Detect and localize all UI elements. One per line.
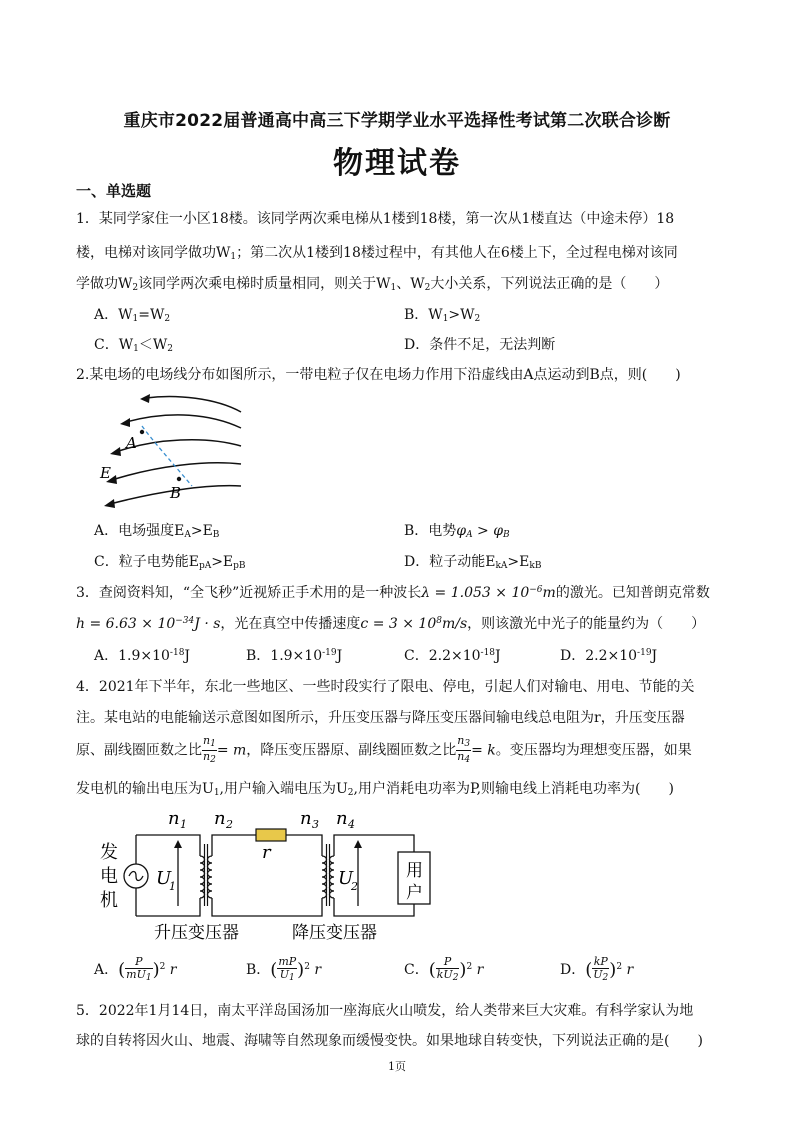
step-up-label: 升压变压器 xyxy=(154,923,239,943)
coil-n3 xyxy=(322,856,327,898)
svg-text:1: 1 xyxy=(169,880,176,893)
step-down-label: 降压变压器 xyxy=(292,923,377,943)
label-e: E xyxy=(100,464,111,482)
q4-line4: 发电机的输出电压为$U_1$,用户输入端电压为$U_2$,用户消耗电功率为P,则输电线上消耗电功率为( ) xyxy=(76,781,674,798)
point-b xyxy=(177,477,181,481)
q4-option-c: C．( $\frac{P}{kU_2}$ )$^2$ r xyxy=(404,955,484,983)
field-arrow-2 xyxy=(120,418,130,427)
q3-option-d: D．$2.2\times 10^{-19}J$ xyxy=(560,648,658,664)
label-r: r xyxy=(262,842,271,863)
resistor-r xyxy=(256,829,286,841)
field-arrow-5 xyxy=(104,499,115,508)
q2-option-a: A．电场强度$E_A>E_B$ xyxy=(94,523,220,540)
label-n1: n xyxy=(168,808,180,829)
q5-line1: 5．2022年1月14日，南太平洋岛国汤加一座海底火山喷发，给人类带来巨大灾难。有科学家认为地 xyxy=(76,1003,694,1019)
page-number: 1页 xyxy=(388,1060,406,1073)
exam-subject: 物理试卷 xyxy=(333,146,461,181)
q2-option-d: D．粒子动能$E_{kA}>E_{kB}$ xyxy=(404,554,542,571)
q4-option-a: A．( $\frac{P}{mU_1}$ )$^2$ r xyxy=(94,955,177,983)
label-n3: n xyxy=(300,808,312,829)
exam-title: 重庆市2022届普通高中高三下学期学业水平选择性考试第二次联合诊断 xyxy=(123,111,671,131)
q4-line3: 原、副线圈匝数之比 $\frac{n_1}{n_2}$ = m，降压变压器原、副线圈匝数之比 $\frac{n_3}{n_4}$ = k。变压器均为理想变压器，如果 xyxy=(76,734,692,765)
q4-option-b: B．( $\frac{mP}{U_1}$ )$^2$ r xyxy=(246,955,322,983)
q2-stem: 2.某电场的电场线分布如图所示，一带电粒子仅在电场力作用下沿虚线由A点运动到B点，则( ) xyxy=(76,367,681,383)
point-a xyxy=(140,430,144,434)
svg-text:1: 1 xyxy=(180,818,187,831)
q4-option-d: D．( $\frac{kP}{U_2}$ )$^2$ r xyxy=(560,955,634,983)
label-u1: U xyxy=(156,868,172,889)
user-label-1: 用 xyxy=(406,861,423,881)
label-u2: U xyxy=(338,868,354,889)
gen-label-2: 电 xyxy=(100,866,118,887)
q3-option-c: C．$2.2\times 10^{-18}J$ xyxy=(404,648,501,664)
user-label-2: 户 xyxy=(406,883,423,903)
section-heading: 一、单选题 xyxy=(76,182,152,200)
q2-option-c: C．粒子电势能$E_{pA}>E_{pB}$ xyxy=(94,554,246,571)
svg-text:2: 2 xyxy=(351,880,358,893)
coil-n2 xyxy=(208,856,213,898)
label-a: A xyxy=(126,434,137,452)
q3-option-b: B．$1.9\times 10^{-19}J$ xyxy=(246,648,343,664)
svg-text:4: 4 xyxy=(348,818,355,831)
svg-text:2: 2 xyxy=(226,818,233,831)
power-transmission-figure xyxy=(96,806,436,946)
field-arrow-1 xyxy=(140,394,150,403)
field-line-4 xyxy=(112,463,241,480)
q4-line2: 注。某电站的电能输送示意图如图所示，升压变压器与降压变压器间输电线总电阻为r，升压变压器 xyxy=(76,710,685,726)
field-arrow-3 xyxy=(110,447,121,456)
svg-text:3: 3 xyxy=(312,818,319,831)
label-n2: n xyxy=(214,808,226,829)
gen-label-1: 发 xyxy=(100,842,118,863)
field-line-2 xyxy=(126,415,241,428)
q5-line2: 球的自转将因火山、地震、海啸等自然现象而缓慢变快。如果地球自转变快，下列说法正确的是( ) xyxy=(76,1033,703,1049)
q1-option-c: C．$W_1<W_2$ xyxy=(94,337,173,354)
label-b: B xyxy=(170,484,182,502)
q3-line1: 3．查阅资料知，“全飞秒”近视矫正手术用的是一种波长$\lambda = 1.053 \times 10^{-6}m$的激光。已知普朗克常数 xyxy=(76,585,710,601)
coil-n4 xyxy=(330,856,335,898)
q1-line3: 学做功$W_2$该同学两次乘电梯时质量相同，则关于$W_1$、$W_2$大小关系，下列说法正确的是（ ） xyxy=(76,276,669,293)
coil-n1 xyxy=(200,856,205,898)
q1-option-d: D．条件不足，无法判断 xyxy=(404,337,556,353)
q3-line2: $h = 6.63 \times 10^{-34}J \cdot s$，光在真空中传播速度$c = 3 \times 10^8m/s$，则该激光中光子的能量约为（ ） xyxy=(76,616,706,632)
gen-label-3: 机 xyxy=(100,890,118,911)
q3-option-a: A．$1.9\times 10^{-18}J$ xyxy=(94,648,191,664)
q1-line1: 1．某同学家住一小区18楼。该同学两次乘电梯从1楼到18楼，第一次从1楼直达（中途未停）18 xyxy=(76,211,675,227)
particle-trajectory xyxy=(142,426,192,486)
q2-option-b: B．电势$\varphi_A > \varphi_B$ xyxy=(404,523,510,540)
label-n4: n xyxy=(336,808,348,829)
q1-line2: 楼，电梯对该同学做功$W_1$；第二次从1楼到18楼过程中，有其他人在6楼上下，全过程电梯对该同 xyxy=(76,245,678,262)
field-line-1 xyxy=(146,397,241,412)
q1-option-a: A．$W_1=W_2$ xyxy=(94,307,171,324)
electric-field-figure xyxy=(96,388,246,513)
q1-option-b: B．$W_1>W_2$ xyxy=(404,307,481,324)
q4-line1: 4．2021年下半年，东北一些地区、一些时段实行了限电、停电，引起人们对输电、用电、节能的关 xyxy=(76,679,695,695)
